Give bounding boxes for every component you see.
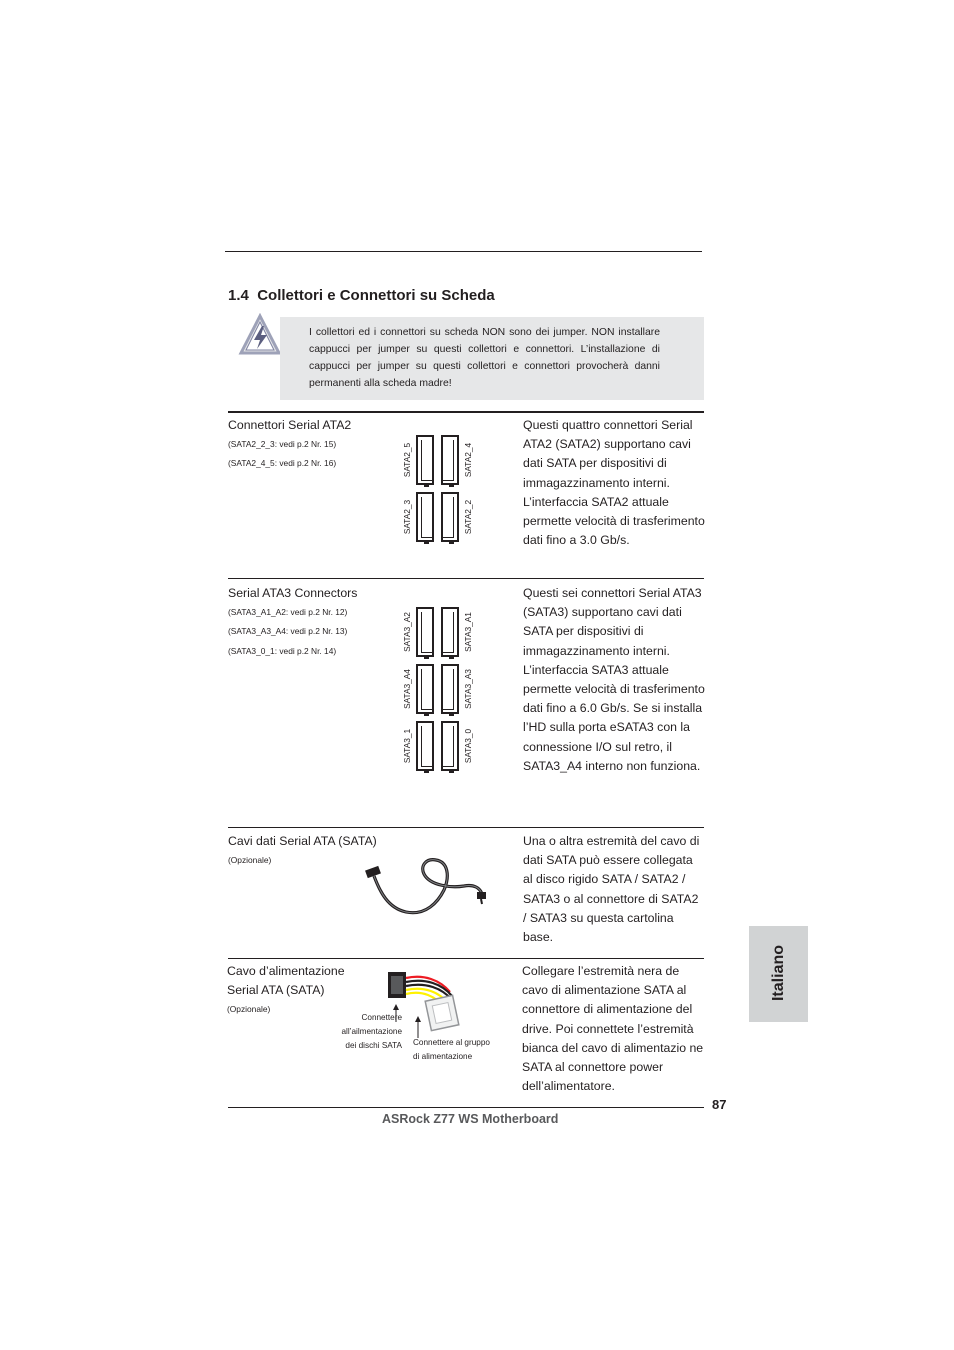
cable-optional-note: (Opzionale): [228, 855, 272, 865]
row-divider: [228, 958, 704, 959]
cable-description: Una o altra estremità del cavo di dati SATA può essere collegata al disco rigido SATA / SATA2 / SATA3 o al connettore di SATA2 / SATA3 su questa cartolina base.: [523, 834, 700, 945]
warning-text: I collettori ed i connettori su scheda NON sono dei jumper. NON installare cappucci per jumper su questi collettori e connettori. L’installazione di cappucci per jumper su questi collettori e connettori provocherà danni permanenti alla scheda madre!: [309, 327, 660, 389]
warning-triangle-lightning-icon: [238, 313, 282, 357]
sata-label: SATA2_2: [463, 499, 473, 535]
sata-port: [441, 435, 459, 485]
sata3-connector-diagram: [398, 602, 478, 777]
sata-port: [416, 664, 434, 714]
sata-port: [441, 492, 459, 542]
sata3-description: Questi sei connettori Serial ATA3 (SATA3) supportano cavi dati SATA per dispositivi di immagazzinamento interni. L’interfaccia SATA3 attuale permette velocità di trasferimento dati fino a 6.0 Gb/s. Se si installa l’HD sulla porta eSATA3 con la connessione I/O sul retro, il SATA3_A4 interno non funziona.: [523, 586, 705, 773]
sata-port: [441, 607, 459, 657]
callout-line: Connettere al gruppo: [413, 1038, 490, 1047]
sata2-row-title: Connettori Serial ATA2: [228, 418, 352, 432]
sata-port: [416, 435, 434, 485]
power-row-title-line2: Serial ATA (SATA): [227, 983, 325, 997]
sata-port: [441, 721, 459, 771]
sata-port: [441, 664, 459, 714]
sata-port: [416, 492, 434, 542]
power-row-title-line1: Cavo d’alimentazione: [227, 964, 345, 978]
callout-label-power-supply: [413, 1036, 513, 1064]
sata-port: [416, 607, 434, 657]
sata-label: SATA2_4: [463, 442, 473, 478]
row-divider: [228, 578, 704, 579]
row-divider: [228, 827, 704, 828]
sata-label: SATA3_A4: [402, 669, 412, 709]
callout-arrow-right: [414, 1016, 422, 1038]
callout-line: all’ailmentazione: [341, 1027, 402, 1036]
sata3-row-title: Serial ATA3 Connectors: [228, 586, 358, 600]
sata-label: SATA3_A1: [463, 612, 473, 652]
section-title: [228, 287, 495, 304]
table-top-rule: [228, 411, 704, 413]
sata2-connector-diagram: [398, 430, 478, 545]
callout-label-sata-drives: [320, 1011, 402, 1053]
footer-product-name: ASRock Z77 WS Motherboard: [382, 1112, 559, 1126]
language-tab: [749, 926, 808, 1022]
sata3-ref: (SATA3_0_1: vedi p.2 Nr. 14): [228, 646, 337, 656]
callout-line: Connettere: [361, 1013, 402, 1022]
callout-line: di alimentazione: [413, 1052, 473, 1061]
power-optional-note: (Opzionale): [227, 1004, 271, 1014]
section-title-text: Collettori e Connettori su Scheda: [257, 287, 495, 304]
footer-rule: [228, 1107, 704, 1108]
sata3-ref: (SATA3_A3_A4: vedi p.2 Nr. 13): [228, 626, 348, 636]
sata-port: [416, 721, 434, 771]
page-number: 87: [712, 1097, 727, 1112]
language-tab-label: Italiano: [770, 945, 787, 1002]
sata-label: SATA3_A2: [402, 612, 412, 652]
sata-label: SATA3_A3: [463, 669, 473, 709]
sata2-description: Questi quattro connettori Serial ATA2 (SATA2) supportano cavi dati SATA per dispositivi di immagazzinamento interni. L’interfaccia SATA2 attuale permette velocità di trasferimento dati fino a 3.0 Gb/s.: [523, 418, 705, 548]
sata-label: SATA2_3: [402, 499, 412, 535]
cable-row-title: Cavi dati Serial ATA (SATA): [228, 834, 377, 848]
section-number: 1.4: [228, 287, 249, 304]
sata2-ref: (SATA2_2_3: vedi p.2 Nr. 15): [228, 439, 337, 449]
sata-data-cable-image: [360, 852, 492, 922]
sata-label: SATA3_1: [402, 728, 412, 764]
sata2-ref: (SATA2_4_5: vedi p.2 Nr. 16): [228, 458, 337, 468]
sata3-ref: (SATA3_A1_A2: vedi p.2 Nr. 12): [228, 607, 348, 617]
sata-label: SATA3_0: [463, 728, 473, 764]
sata-label: SATA2_5: [402, 442, 412, 478]
top-divider: [225, 251, 702, 252]
power-description: Collegare l’estremità nera de cavo di alimentazione SATA al connettore di alimentazione del drive. Poi connettete l’estremità bianca del cavo di alimentazio ne SATA al connettore power dell’alimentatore.: [522, 964, 704, 1094]
callout-line: dei dischi SATA: [345, 1041, 402, 1050]
